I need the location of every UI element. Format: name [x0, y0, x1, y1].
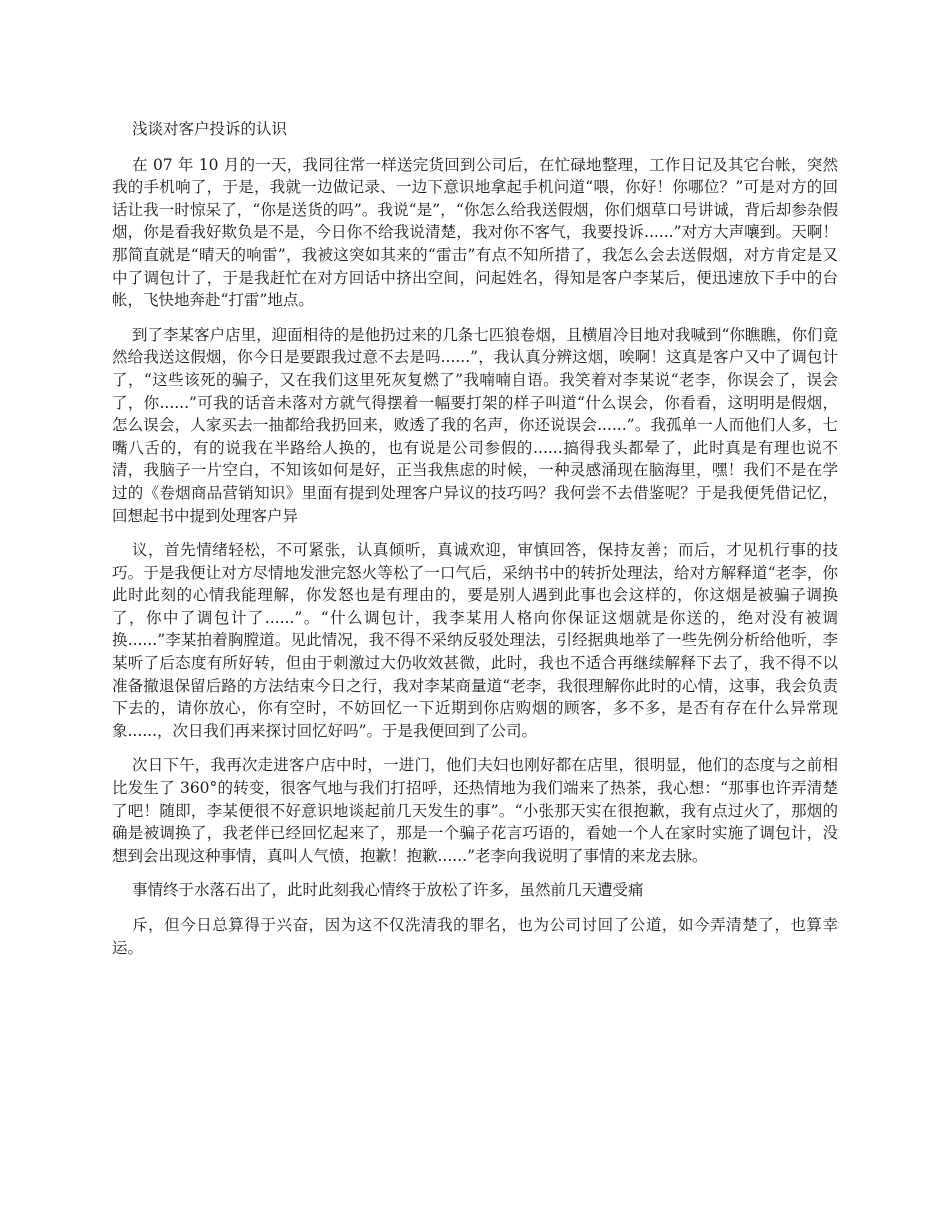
paragraph: 议，首先情绪轻松，不可紧张，认真倾听，真诚欢迎，审慎回答，保持友善；而后，才见机行事的技巧。于是我便让对方尽情地发泄完怒火等松了一口气后，采纳书中的转折处理法，给对方解释道“老李，你此时此刻的心情我能理解，你发怒也是有理由的，要是别人遇到此事也会这样的，你这烟是被骗子调换了，你中了调包计了......”。“什么调包计，我李某用人格向你保证这烟就是你送的，绝对没有被调换......”李某拍着胸膛道。见此情况，我不得不采纳反驳处理法，引经据典地举了一些先例分析给他听，李某听了后态度有所好转，但由于刺激过大仍收效甚微，此时，我也不适合再继续解释下去了，我不得不以准备撤退保留后路的方法结束今日之行，我对李某商量道“老李，我很理解你此时的心情，这事，我会负责下去的，请你放心，你有空时，不妨回忆一下近期到你店购烟的顾客，多不多，是否有存在什么异常现象......，次日我们再来探讨回忆好吗”。于是我便回到了公司。	[112, 541, 838, 740]
paragraph: 斥，但今日总算得于兴奋，因为这不仅洗清我的罪名，也为公司讨回了公道，如今弄清楚了，也算幸运。	[112, 916, 838, 957]
paragraph: 次日下午，我再次走进客户店中时，一进门，他们夫妇也刚好都在店里，很明显，他们的态度与之前相比发生了 360°的转变，很客气地与我们打招呼，还热情地为我们端来了热茶，我心想：“那事也许弄清楚了吧！随即，李某便很不好意识地谈起前几天发生的事”。“小张那天实在很抱歉，我有点过火了，那烟的确是被调换了，我老伴已经回忆起来了，那是一个骗子花言巧语的，看她一个人在家时实施了调包计，没想到会出现这种事情，真叫人气愤，抱歉！抱歉......”老李向我说明了事情的来龙去脉。	[112, 756, 838, 865]
document-body	[112, 118, 838, 971]
paragraph: 到了李某客户店里，迎面相待的是他扔过来的几条七匹狼卷烟，且横眉冷目地对我喊到“你瞧瞧，你们竟然给我送这假烟，你今日是要跟我过意不去是吗......”，我认真分辨这烟，唉啊！这真是客户又中了调包计了，“这些该死的骗子，又在我们这里死灰复燃了”我喃喃自语。我笑着对李某说“老李，你误会了，误会了，你......”可我的话音未落对方就气得摆着一幅要打架的样子叫道“什么误会，你看看，这明明是假烟，怎么误会，人家买去一抽都给我扔回来，败透了我的名声，你还说误会......”。我孤单一人而他们人多，七嘴八舌的，有的说我在半路给人换的，也有说是公司参假的......搞得我头都晕了，此时真是有理也说不清，我脑子一片空白，不知该如何是好，正当我焦虑的时候，一种灵感涌现在脑海里，嘿！我们不是在学过的《卷烟商品营销知识》里面有提到处理客户异议的技巧吗？我何尝不去借鉴呢？于是我便凭借记忆，回想起书中提到处理客户异	[112, 325, 838, 525]
document-title: 浅谈对客户投诉的认识	[132, 120, 288, 138]
paragraph: 在 07 年 10 月的一天，我同往常一样送完货回到公司后，在忙碌地整理，工作日记及其它台帐，突然我的手机响了，于是，我就一边做记录、一边下意识地拿起手机问道“喂，你好！你哪位？”可是对方的回话让我一时惊呆了，“你是送货的吗”。我说“是”，“你怎么给我送假烟，你们烟草口号讲诚，背后却参杂假烟，你是看我好欺负是不是，今日你不给我说清楚，我对你不客气，我要投诉......”对方大声嚷到。天啊！那简直就是“晴天的响雷”，我被这突如其来的“雷击”有点不知所措了，我怎么会去送假烟，对方肯定是又中了调包计了，于是我赶忙在对方回话中挤出空间，问起姓名，得知是客户李某后，便迅速放下手中的台帐，飞快地奔赴“打雷”地点。	[112, 155, 838, 310]
paragraph: 事情终于水落石出了，此时此刻我心情终于放松了许多，虽然前几天遭受痛	[132, 881, 644, 900]
